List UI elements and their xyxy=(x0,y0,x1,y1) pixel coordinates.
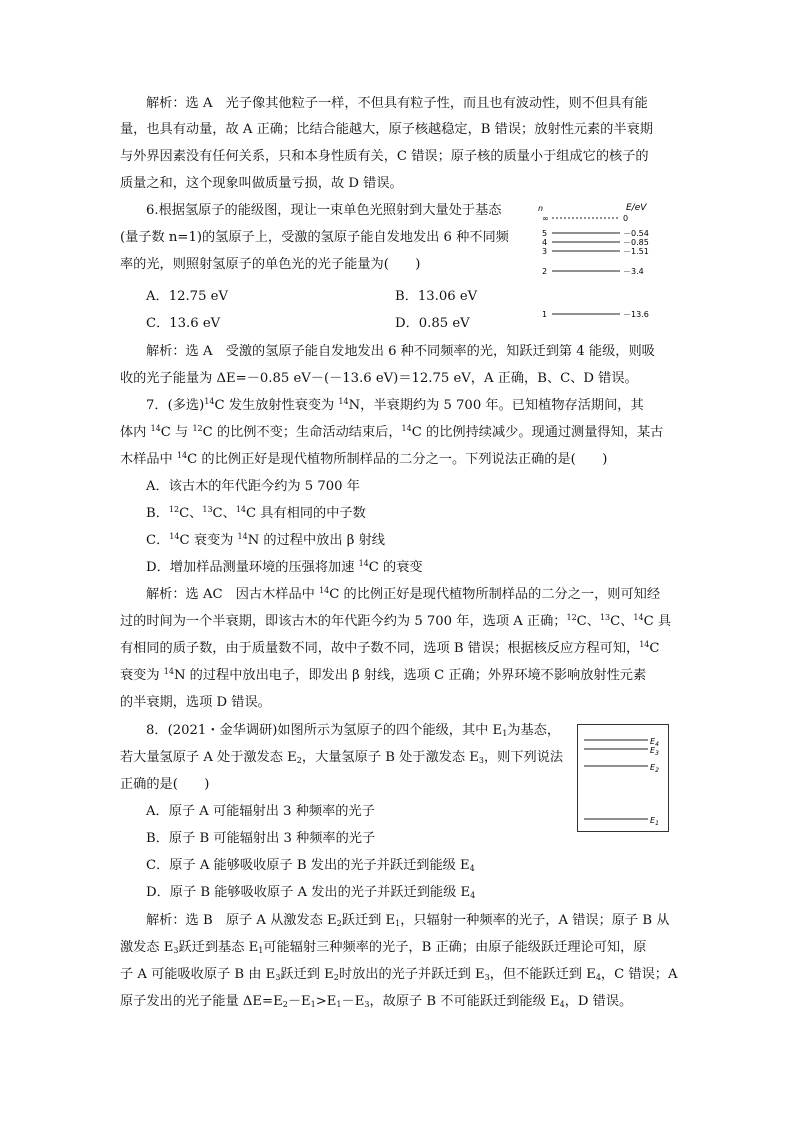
q6-level-energy-label: －3.4 xyxy=(623,267,644,276)
q8-stem-line-1: 8．(2021・金华调研)如图所示为氢原子的四个能级，其中 $E_1$为基态， xyxy=(146,723,561,738)
q6-level-energy-label: －1.51 xyxy=(623,247,649,256)
q8-explanation-line-2: 激发态 $E_3$跃迁到基态 $E_1$可能辐射三种频率的光子，B 正确；由原子能级跃迁理论可知，原 xyxy=(120,940,647,955)
q6-level-n-label: 3 xyxy=(542,247,548,256)
q7-option-d: D．增加样品测量环境的压强将加速 $^{14}$C 的衰变 xyxy=(146,559,423,575)
q6-option-d: D．0.85 eV xyxy=(395,316,470,331)
q6-explanation-line-1: 解析：选 A 受激的氢原子能自发地发出 6 种不同频率的光，知跃迁到第 4 能级，则吸 xyxy=(146,344,655,359)
q5-explanation-line-1: 解析：选 A 光子像其他粒子一样，不但具有粒子性，而且也有波动性，则不但具有能 xyxy=(146,96,648,111)
q6-stem-line-2: (量子数 n=1)的氢原子上，受激的氢原子能自发地发出 6 种不同频 xyxy=(120,230,509,245)
q8-option-a: A．原子 A 可能辐射出 3 种频率的光子 xyxy=(146,804,375,819)
q6-axis-label: E/eV xyxy=(626,203,647,213)
q8-option-d: D．原子 B 能够吸收原子 A 发出的光子并跃迁到能级 $E_4$ xyxy=(146,885,476,900)
q6-stem-line-3: 率的光，则照射氢原子的单色光的光子能量为( ) xyxy=(120,257,421,272)
q6-option-b: B．13.06 eV xyxy=(395,289,478,304)
q8-stem-line-3: 正确的是( ) xyxy=(120,777,210,792)
q8-energy-level-diagram xyxy=(577,724,669,832)
q6-level-n-label: 2 xyxy=(542,267,548,276)
q7-stem-line-3: 木样品中 $^{14}$C 的比例正好是现代植物所制样品的二分之一。下列说法正确的是( ) xyxy=(120,451,608,467)
q8-explanation-line-3: 子 A 可能吸收原子 B 由 $E_3$跃迁到 $E_2$时放出的光子并跃迁到 $E_3$，但不能跃迁到 $E_4$，C 错误；A xyxy=(120,967,678,982)
q8-label-e2: $E_2$ xyxy=(650,763,659,774)
q6-n-label: n xyxy=(538,204,544,213)
q6-level-n-label: 5 xyxy=(542,229,548,238)
q8-option-b: B．原子 B 可能辐射出 3 种频率的光子 xyxy=(146,831,376,846)
q6-level-n-label: ∞ xyxy=(542,214,549,223)
q7-explanation-line-3: 有相同的质子数，由于质量数不同，故中子数不同，选项 B 错误；根据核反应方程可知，$^{14}$C xyxy=(120,640,660,656)
q7-stem-line-2: 体内 $^{14}$C 与 $^{12}$C 的比例不变；生命活动结束后，$^{14}$C 的比例持续减少。现通过测量得知，某古 xyxy=(120,424,664,440)
q7-option-b: B．$^{12}$C、$^{13}$C、$^{14}$C 具有相同的中子数 xyxy=(146,505,366,521)
q6-level-n-label: 1 xyxy=(542,310,548,319)
q6-option-a: A．12.75 eV xyxy=(146,289,228,304)
q8-explanation-line-4: 原子发出的光子能量 $\Delta E=E_2-E_1>E_1-E_3$，故原子 B 不可能跃迁到能级 $E_4$，D 错误。 xyxy=(120,994,633,1009)
q6-level-n-label: 4 xyxy=(542,238,548,247)
q5-explanation-line-4: 质量之和，这个现象叫做质量亏损，故 D 错误。 xyxy=(120,176,403,191)
q7-explanation-line-4: 衰变为 $^{14}$N 的过程中放出电子，即发出 β 射线，选项 C 正确；外界环境不影响放射性元素 xyxy=(120,667,647,683)
q6-stem-line-1: 6.根据氢原子的能级图，现让一束单色光照射到大量处于基态 xyxy=(146,203,502,218)
q7-explanation-line-2: 过的时间为一个半衰期，即该古木的年代距今约为 5 700 年，选项 A 正确；$^{12}$C、$^{13}$C、$^{14}$C 具 xyxy=(120,613,672,629)
q7-option-a: A．该古木的年代距今约为 5 700 年 xyxy=(146,479,360,494)
q7-explanation-line-5: 的半衰期，选项 D 错误。 xyxy=(120,695,271,710)
q6-level-energy-label: －13.6 xyxy=(623,310,649,319)
q7-option-c: C．$^{14}$C 衰变为 $^{14}$N 的过程中放出 β 射线 xyxy=(146,532,385,548)
q7-explanation-line-1: 解析：选 AC 因古木样品中 $^{14}$C 的比例正好是现代植物所制样品的二分之一，则可知经 xyxy=(146,586,661,602)
q6-level-energy-label: －0.85 xyxy=(623,238,649,247)
q6-option-c: C．13.6 eV xyxy=(146,316,221,331)
q6-explanation-line-2: 收的光子能量为 ΔE=－0.85 eV－(－13.6 eV)＝12.75 eV，A 正确，B、C、D 错误。 xyxy=(120,371,638,386)
q6-level-energy-label: －0.54 xyxy=(623,229,649,238)
q5-explanation-line-2: 量，也具有动量，故 A 正确；比结合能越大，原子核越稳定，B 错误；放射性元素的半衰期 xyxy=(120,122,653,137)
q8-label-e4: $E_4$ xyxy=(650,737,659,748)
q8-explanation-line-1: 解析：选 B 原子 A 从激发态 $E_2$跃迁到 $E_1$，只辐射一种频率的光子，A 错误；原子 B 从 xyxy=(146,913,670,928)
q8-label-e3: $E_3$ xyxy=(650,746,659,757)
q5-explanation-line-3: 与外界因素没有任何关系，只和本身性质有关，C 错误；原子核的质量小于组成它的核子的 xyxy=(120,149,649,164)
q7-stem-line-1: 7．(多选)$^{14}$C 发生放射性衰变为 $^{14}$N，半衰期约为 5 700 年。已知植物存活期间，其 xyxy=(146,397,644,413)
q8-label-e1: $E_1$ xyxy=(650,816,659,827)
q8-option-c: C．原子 A 能够吸收原子 B 发出的光子并跃迁到能级 $E_4$ xyxy=(146,858,475,873)
q8-stem-line-2: 若大量氢原子 A 处于激发态 $E_2$，大量氢原子 B 处于激发态 $E_3$，则下列说法 xyxy=(120,750,564,765)
q6-level-energy-label: 0 xyxy=(623,214,629,223)
q6-energy-level-diagram xyxy=(536,200,666,324)
